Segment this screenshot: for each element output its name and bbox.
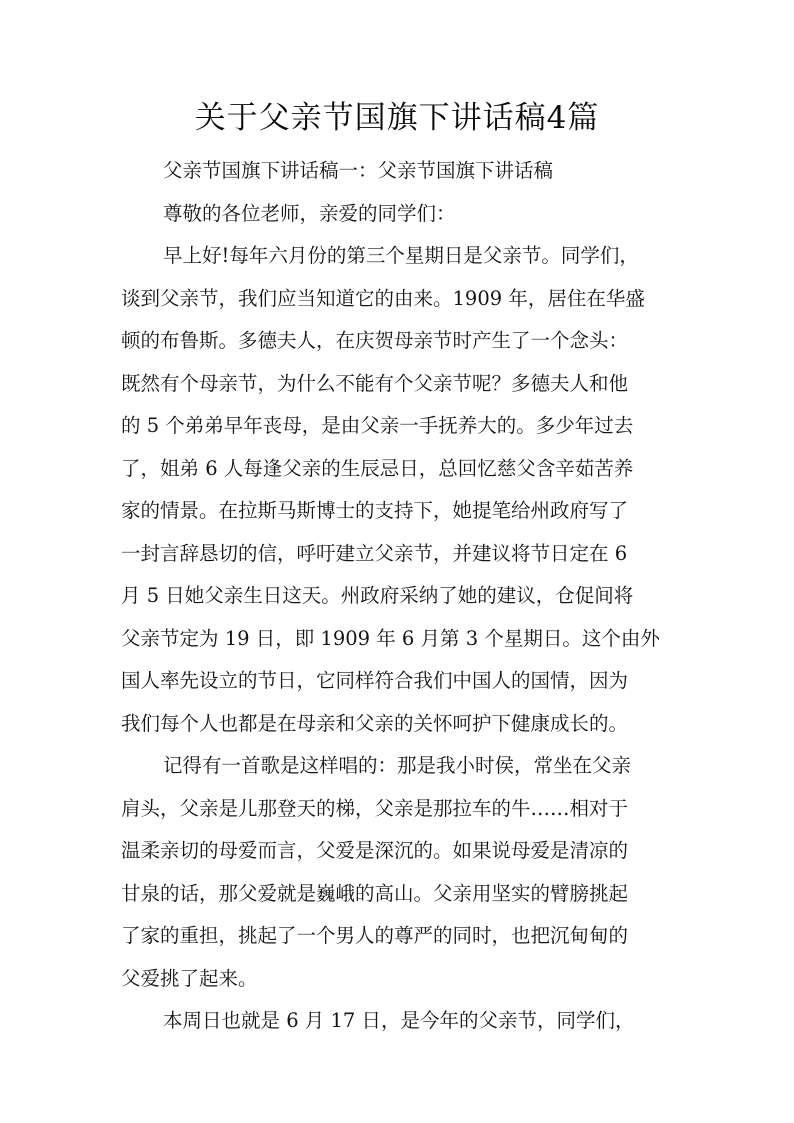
body-line: 国人率先设立的节日，它同样符合我们中国人的国情，因为	[121, 669, 629, 692]
body-line: 顿的布鲁斯。多德夫人，在庆贺母亲节时产生了一个念头：	[121, 329, 629, 352]
body-line: 既然有个母亲节，为什么不能有个父亲节呢？多德夫人和他	[121, 371, 629, 395]
body-line: 月 5 日她父亲生日这天。州政府采纳了她的建议，仓促间将	[121, 584, 634, 607]
body-line: 父爱挑了起来。	[121, 966, 258, 990]
document-title: 关于父亲节国旗下讲话稿4篇	[194, 100, 600, 136]
body-line: 尊敬的各位老师，亲爱的同学们：	[163, 201, 456, 225]
body-line: 谈到父亲节，我们应当知道它的由来。1909 年，居住在华盛	[121, 286, 645, 310]
body-line: 了家的重担，挑起了一个男人的尊严的同时，也把沉甸甸的	[121, 924, 629, 947]
body-line: 父亲节定为 19 日，即 1909 年 6 月第 3 个星期日。这个由外	[121, 626, 660, 650]
body-line: 了，姐弟 6 人每逢父亲的生辰忌日，总回忆慈父含辛茹苦养	[121, 456, 634, 480]
body-line: 甘泉的话，那父爱就是巍峨的高山。父亲用坚实的臂膀挑起	[121, 881, 629, 905]
body-line: 记得有一首歌是这样唱的：那是我小时侯，常坐在父亲	[163, 754, 632, 777]
body-line: 一封言辞恳切的信，呼吁建立父亲节，并建议将节日定在 6	[121, 541, 628, 565]
document-body	[121, 150, 681, 1043]
body-line: 父亲节国旗下讲话稿一：父亲节国旗下讲话稿	[163, 159, 554, 182]
body-line: 我们每个人也都是在母亲和父亲的关怀呵护下健康成长的。	[121, 711, 629, 735]
body-line: 家的情景。在拉斯马斯博士的支持下，她提笔给州政府写了	[121, 499, 629, 522]
body-line: 的 5 个弟弟早年丧母，是由父亲一手抚养大的。多少年过去	[121, 414, 634, 437]
body-line: 早上好!每年六月份的第三个星期日是父亲节。同学们，	[163, 244, 639, 267]
body-line: 温柔亲切的母爱而言，父爱是深沉的。如果说母爱是清凉的	[121, 839, 629, 862]
body-line: 肩头，父亲是儿那登天的梯，父亲是那拉车的牛……相对于	[121, 796, 629, 820]
body-line: 本周日也就是 6 月 17 日，是今年的父亲节，同学们，	[163, 1009, 635, 1032]
